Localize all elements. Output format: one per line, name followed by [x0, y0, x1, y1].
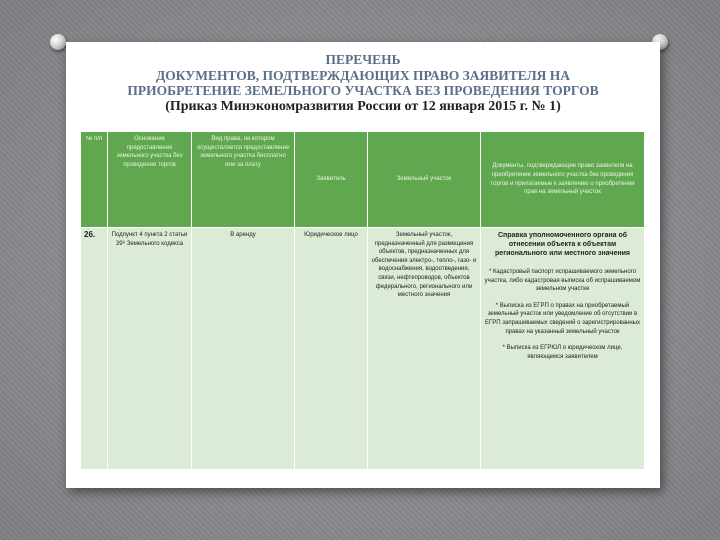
- header-right-type: Вид права, на котором осуществляется предоставление земельного участка бесплатно или за плату: [192, 132, 295, 228]
- title-line-3: ПРИОБРЕТЕНИЕ ЗЕМЕЛЬНОГО УЧАСТКА БЕЗ ПРОВЕДЕНИЯ ТОРГОВ: [127, 83, 599, 98]
- document-item: * Кадастровый паспорт испрашиваемого земельного участка, либо кадастровая выписка об испрашиваемом земельном участке: [484, 269, 641, 293]
- table-header-row: [81, 132, 645, 228]
- cell-land-plot: Земельный участок, предназначенный для размещения объектов, предназначенных для обеспечения электро-, тепло-, газо- и водоснабжения, водоотведения, связи, нефтепроводов, объектов федерального, регионального или местного значения: [368, 228, 481, 470]
- pushpin-icon: [50, 34, 66, 50]
- header-number: № п/п: [81, 132, 108, 228]
- title-line-2: ДОКУМЕНТОВ, ПОДТВЕРЖДАЮЩИХ ПРАВО ЗАЯВИТЕЛЯ НА: [155, 67, 571, 83]
- title-line-4: (Приказ Минэкономразвития России от 12 января 2015 г. № 1): [165, 98, 561, 114]
- header-documents: Документы, подтверждающие право заявителя на приобретение земельного участка без проведения торгов и прилагаемые к заявлению о приобретении прав на земельный участок: [481, 132, 645, 228]
- title-line-1: ПЕРЕЧЕНЬ: [325, 52, 401, 67]
- cell-applicant: Юридическое лицо: [295, 228, 368, 470]
- header-applicant: Заявитель: [295, 132, 368, 228]
- cell-basis: Подпункт 4 пункта 2 статьи 39⁶ Земельного кодекса: [108, 228, 192, 470]
- document-item: * Выписка из ЕГРЮЛ о юридическом лице, являющемся заявителем: [502, 345, 623, 360]
- header-basis: Основание предоставления земельного участка без проведения торгов: [108, 132, 192, 228]
- documents-heading: Справка уполномоченного органа об отнесении объекта к объектам регионального или местного значения: [495, 232, 630, 257]
- documents-table: [80, 131, 645, 470]
- header-land-plot: Земельный участок: [368, 132, 481, 228]
- cell-documents: [481, 228, 645, 470]
- document-title: [66, 52, 660, 114]
- cell-right-type: В аренду: [192, 228, 295, 470]
- cell-number: 26.: [81, 228, 108, 470]
- document-sheet: [66, 42, 660, 488]
- document-item: * Выписка из ЕГРП о правах на приобретаемый земельный участок или уведомление об отсутствии в ЕГРП запрашиваемых сведений о зарегистрированных правах на указанный земельный участок: [485, 302, 640, 335]
- table-row: [81, 228, 645, 470]
